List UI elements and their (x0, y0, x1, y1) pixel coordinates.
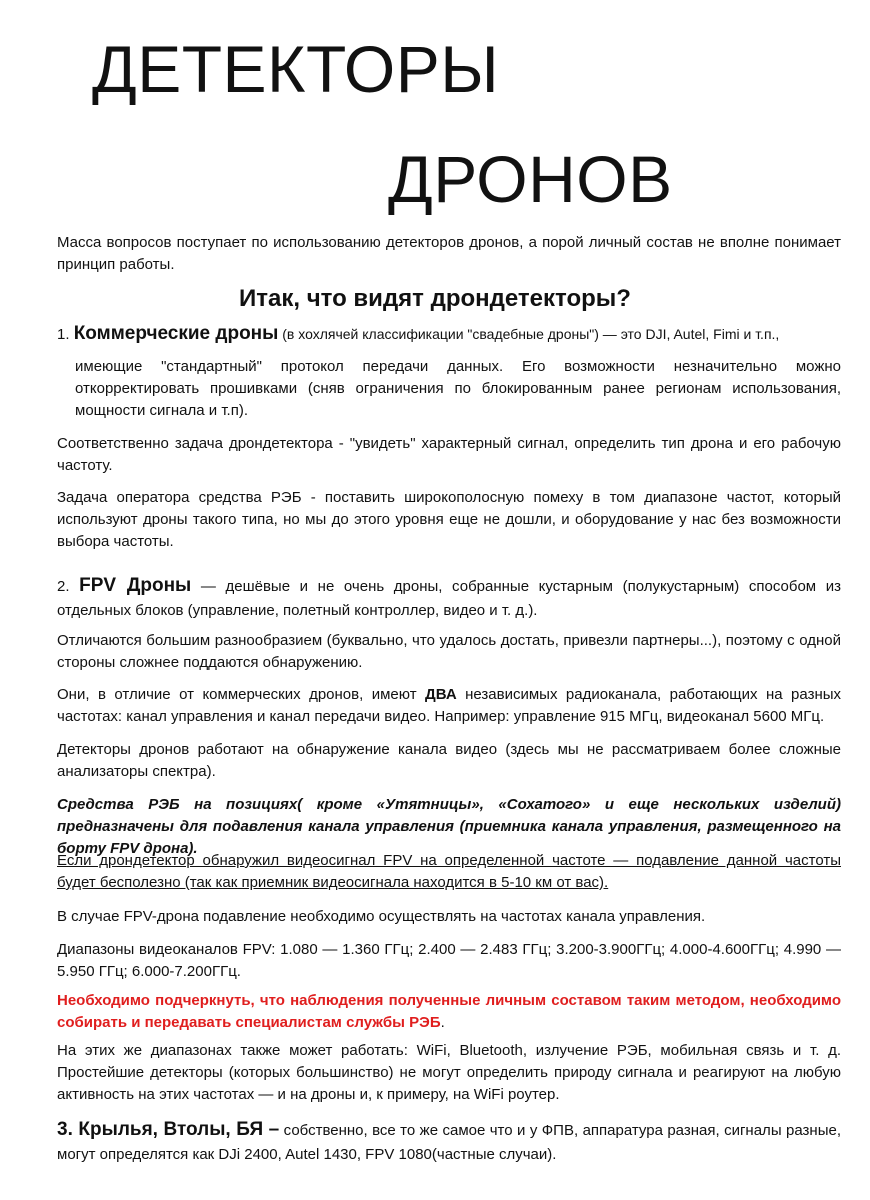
section-1-lead (57, 322, 841, 347)
section-1-heading: Коммерческие дроны (73, 323, 279, 344)
section-2-text: — дешёвые и не очень дроны, собранные кустарным (полукустарным) способом из отдельных блоков (управление, полетный контроллер, видео и т. д.). (57, 578, 841, 619)
red-emphasis: Необходимо подчеркнуть, что наблюдения полученные личным составом таким методом, необходимо собирать и передавать специалистам службы РЭБ (57, 992, 841, 1031)
two-channels-before: Они, в отличие от коммерческих дронов, имеют (57, 686, 426, 703)
section-3-paragraph (57, 1118, 841, 1167)
wifi-paragraph: На этих же диапазонах также может работать: WiFi, Bluetooth, излучение РЭБ, мобильная связь и т. д. Простейшие детекторы (которых большинство) не могут определить природу сигнала и реагируют на любую активность на этих частотах — и на дроны и, к примеру, на WiFi роутер. (57, 1042, 841, 1103)
underlined-paragraph: Если дрондетектор обнаружил видеосигнал FPV на определенной частоте — подавление данной частоты будет бесполезно (так как приемник видеосигнала находится в 5-10 км от вас). (57, 852, 841, 891)
section-1-lead-text: (в хохлячей классификации "свадебные дроны") — это DJI, Autel, Fimi и т.п., (278, 326, 780, 342)
section-1-number: 1. (57, 326, 70, 343)
two-channels-bold: ДВА (425, 686, 457, 703)
section-3-heading: 3. Крылья, Втолы, БЯ – (57, 1119, 280, 1140)
red-tail: . (440, 1014, 445, 1031)
fpv-case-paragraph: В случае FPV-дрона подавление необходимо осуществлять на частотах канала управления. (57, 908, 706, 925)
section-3-text: собственно, все то же самое что и у ФПВ, аппаратура разная, сигналы разные, могут определятся как DJi 2400, Autel 1430, FPV 1080(частные случаи). (57, 1122, 841, 1163)
operator-task-paragraph: Задача оператора средства РЭБ - поставить широкополосную помеху в том диапазоне частот, который используют дроны такого типа, но мы до этого уровня еще не дошли, и оборудование у нас без возможности выбора частоты. (57, 489, 841, 550)
differ-paragraph: Отличаются большим разнообразием (буквально, что удалось достать, привезли партнеры...), поэтому с одной стороны сложнее поддаются обнаружению. (57, 632, 841, 671)
detector-task-paragraph: Соответственно задача дрондетектора - "увидеть" характерный сигнал, определить тип дрона и его рабочую частоту. (57, 435, 841, 474)
subtitle: Итак, что видят дрондетекторы? (239, 285, 631, 312)
detectors-paragraph: Детекторы дронов работают на обнаружение канала видео (здесь мы не рассматриваем более сложные анализаторы спектра). (57, 741, 841, 780)
title-line-1: ДЕТЕКТОРЫ (92, 32, 500, 106)
section-2-heading: FPV Дроны (79, 575, 192, 596)
red-paragraph (57, 990, 841, 1034)
two-channels-after: независимых радиоканала, работающих на разных частотах: канал управления и канал передачи видео. Например: управление 915 МГц, видеоканал 5600 МГц. (57, 686, 842, 725)
reb-italic-paragraph: Средства РЭБ на позициях( кроме «Утятницы», «Сохатого» и еще нескольких изделий) предназначены для подавления канала управления (приемника канала управления, размещенного на борту FPV дрона). (57, 796, 841, 857)
section-2-paragraph (57, 574, 841, 623)
section-2-number: 2. (57, 578, 70, 595)
section-1-text: имеющие "стандартный" протокол передачи данных. Его возможности незначительно можно откорректировать прошивками (сняв ограничения по блокированным ранее регионам использования, мощности сигнала и т.п). (75, 358, 841, 419)
ranges-paragraph: Диапазоны видеоканалов FPV: 1.080 — 1.360 ГГц; 2.400 — 2.483 ГГц; 3.200-3.900ГГц; 4.000-4.600ГГц; 4.990 — 5.950 ГГц; 6.000-7.200ГГц. (57, 941, 841, 980)
two-channels-paragraph (57, 684, 841, 728)
intro-paragraph: Масса вопросов поступает по использованию детекторов дронов, а порой личный состав не вполне понимает принцип работы. (57, 234, 841, 273)
title-line-2: ДРОНОВ (388, 142, 673, 216)
